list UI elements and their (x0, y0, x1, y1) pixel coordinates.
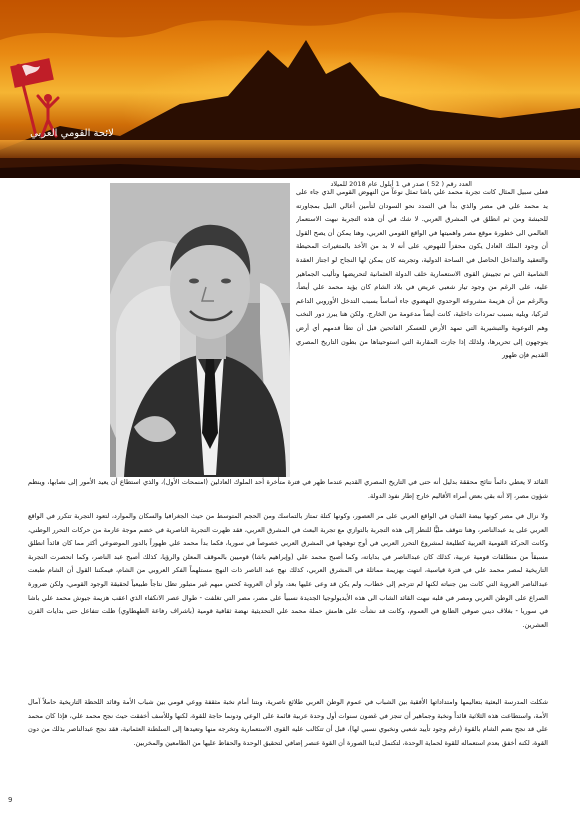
organization-name: لائحة القومي العربي (30, 128, 114, 139)
article-paragraph-2: ولا نزال في مصر كونها بيضة القبان في الواقع العربي على مر العصور، وكونها كتلة تمتاز بالتماسك ومن الحجم المتوسط من حيث الجغرافيا والسكان والموارد، لتعود التجربة تتكرر في الواقع العربي على يد عبدالناصر، وهنا نتوقف مليًّا للنظر إلى هذه التجربة بالتوازي مع تجربة البعث في المشرق العربي، فقد ظهرت التجربة الناصرية في خضم موجة عارمة من حركات التحرر الوطني، وكانت الحركة القومية العربية كطليعة لمشروع التحرر العربي في أوج توهجها في المشرق العربي خصوصاً في سوريا، فكما بدأ محمد علي ظهوراً بالدور الموضوعي أكثر مما كان قائداً انطلق مسبقاً من منطلقات قومية عربية، كذلك كان عبدالناصر في بداياته، وكما أصبح محمد علي (وإبراهيم باشا) قوميين بالموقف المعلن والرؤيا، كذلك أصبح عبد الناصر، وكما انحصرت التجربة التاريخية لمصر محمد علي في فترة قياسية، انتهت بهزيمة مماثلة في المشرق العربي، كذلك نهج عبد الناصر ذات النهج مستلهماً الفكر العروبي من الشام، فيمكننا القول أن الشام طبعت عبدالناصر العروبة التي كانت بين جنباته لكنها لم تترجم إلى خطاب، ولم يكن قد وعى عليها بعد، ولو أن العروبة كحس مبهم غير متبلور تظل نتاجاً طبيعياً لحقيقة الوجود القومي، ولكن ضرورة الصراع على الوطن العربي ومصر في قلبه نبهت القائد الشاب الى هذه الأيديولوجيا الجديدة نسبياً على مصر، مصر التي تغلفت - طوال عصر الانكفاء الذي اعقب هزيمة جيوش محمد علي باشا في سوريا - بغلاف ديني صوفي الطابع في العموم، وكانت قد نشأت على هامش حملة محمد علي التحديثية نهضة ثقافية قومية (باشراف رفاعة الطهطاوي) ظلت تتفاعل حتى بدايات القرن العشرين. (28, 512, 548, 629)
article-paragraph-1-end: القائد لا يعطي دائماً نتائج محققة بدليل أنه حتى في التاريخ المصري القديم عندما ظهر في فترة متأخرة أحد الملوك العادلين (امنمحات الأول)، والذي استطاع أن يعيد الأمور إلى نصابها، وينظم شؤون مصر، إلا أنه بقي بعض أمراء الأقاليم خارج إطار نفوذ الدولة. (28, 478, 548, 500)
sunset-mountain-landscape (0, 0, 580, 178)
issue-info: العدد رقم ( 52 ) صدر في 1 أيلول عام 2018 للميلاد (330, 180, 472, 188)
article-paragraph-3: شكلت المدرسة البعثية بتعاليمها وامتداداتها الأفقية بين الشباب في عموم الوطن العربي طلائع ناصرية، وبتنا أمام نخبة مثقفة ووعي قومي بين شباب الأمة وقائد اللحظة التاريخية حاملاً آمال الأمة، واستطاعت هذه الثلاثية قائداً ونخبة وجماهير أن تنجز في غضون سنوات أول وحدة عربية قائمة على الوعي ودونما حاجة للقوة، لكنها وللأسف أخفقت حيث نجح محمد علي، فإذا كان محمد علي قد نجح بضم الشام بالقوة (رغم وجود تأييد شعبي ونخبوي نسبي لها)، قبل أن تتكالب عليه القوى الاستعمارية وتخرجه منها وتعيدها إلى السلطنة العثمانية، فقد نجح عبدالناصر بذلك من دون القوة، لكنه أخفق بعدم استعماله للقوة لحماية الوحدة، لتكتمل لدينا الصورة أن القوة عنصر إضافي لتحقيق الوحدة والحفاظ عليها من الطامعين والمخربين. (28, 698, 548, 747)
organization-logo (8, 52, 70, 138)
page-number: 9 (8, 796, 13, 804)
header-banner (0, 0, 580, 178)
portrait-photo (110, 183, 290, 477)
article-paragraph-1-column: فعلى سبيل المثال كانت تجربة محمد علي باشا تمثل نوعاً من النهوض القومي الذي جاء على يد محمد علي في مصر والذي بدأ في التمدد نحو السودان لتأمين أعالي النيل بمجاورته للحبشة ومن ثم انطلق في المشرق العربي. لا شك في أن هذه التجربة نبهت الاستعمار العالمي الى خطورة موقع مصر واهميتها في الواقع القومي العربي، وهنا يمكن أن يصح القول أن وجود الملك العادل يكون محفزاً للنهوض، على أنه لا بد من الأخذ بالمتغيرات المحيطة والتعقيد والتداخل الحاصل في الساحة الدولية، وتجربته كان يمكن لها النجاح لو اجتاز العقدة الشامية التي تم تجييش القوى الاستعمارية خلف الدولة العثمانية لتحريضها وتأليب الجماهير عليه، على الرغم من وجود تيار شعبي عريض في بلاد الشام كان يؤيد محمد علي أيضاً، وبالرغم من أن هزيمة مشروعه الوحدوي النهضوي جاء أساساً بسبب التدخل الأوروبي الداعم لتركيا، ويليه بسبب تمردات داخلية، كانت أيضاً مدعومة من الخارج. ولكن هنا يبرز دور النخب وهم التوعوية والتبشيرية التي تمهد الأرض للعسكر الفاتحين قبل أن تطأ قدمهم أي أرض يتوجهون إلى تحريرها، ولذلك إذا جازت المقاربة التي استوحيناها من بطون التاريخ المصري القديم فإن ظهور (296, 188, 548, 360)
